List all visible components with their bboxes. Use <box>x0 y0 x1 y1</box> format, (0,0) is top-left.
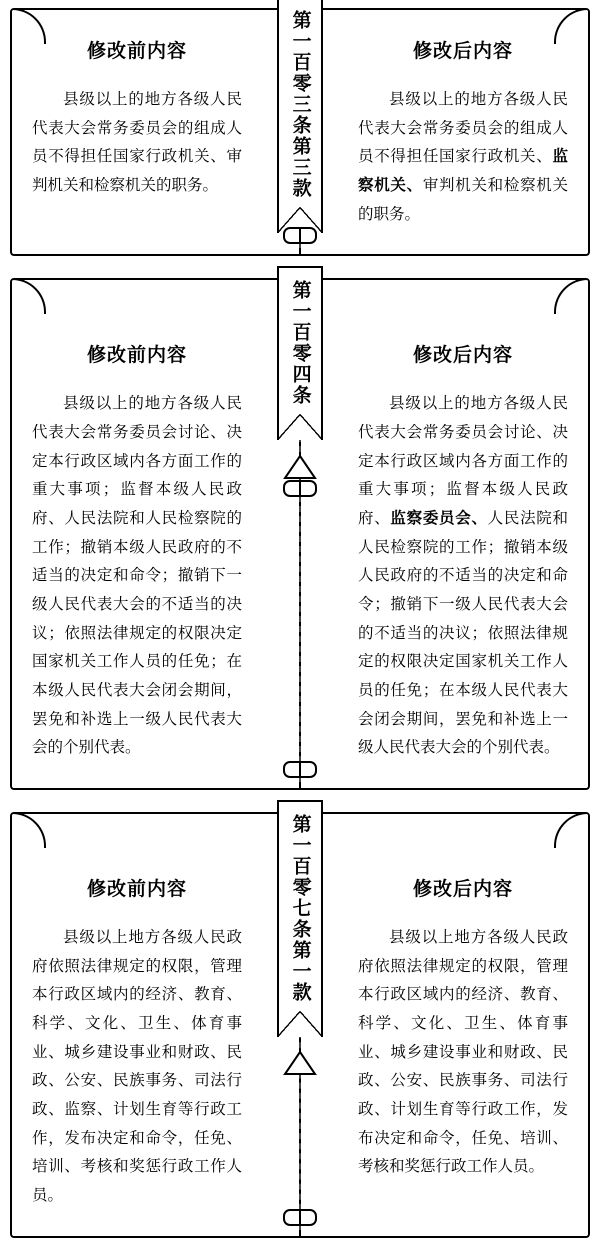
before-column <box>12 814 300 1236</box>
book-panel <box>10 812 590 1238</box>
up-arrow-icon <box>283 454 317 480</box>
article-ribbon-label: 第一百零七条第一款 <box>289 814 312 1004</box>
comparison-block-article-107-1 <box>10 812 590 1238</box>
binder-ring <box>283 480 317 497</box>
before-column-title: 修改前内容 <box>86 878 187 901</box>
after-column-text: 县级以上的地方各级人民代表大会常务委员会讨论、决定本行政区域内各方面工作的重大事项；监督本级人民政府、监察委员会、人民法院和人民检察院的工作；撤销本级人民政府的不适当的决定和命令；撤销下一级人民代表大会的不适当的决议；依照法律规定的权限决定国家机关工作人员的任免；在本级人民代表大会闭会期间，罢免和补选上一级人民代表大会的个别代表。 <box>358 394 568 757</box>
comparison-block-article-103-3 <box>10 8 590 256</box>
before-column-title: 修改前内容 <box>86 40 187 62</box>
before-column <box>12 280 300 788</box>
before-column-text: 县级以上地方各级人民政府依照法律规定的权限，管理本行政区域内的经济、教育、科学、文化、卫生、体育事业、城乡建设事业和财政、民政、公安、民族事务、司法行政、监察、计划生育等行政工作，发布决定和命令，任免、培训、考核和奖惩行政工作人员。 <box>32 928 242 1205</box>
binder-ring <box>283 761 317 778</box>
comparison-page <box>0 8 600 1238</box>
after-column-text: 县级以上地方各级人民政府依照法律规定的权限，管理本行政区域内的经济、教育、科学、文化、卫生、体育事业、城乡建设事业和财政、民政、公安、民族事务、司法行政、计划生育等行政工作，发布决定和命令，任免、培训、考核和奖惩行政工作人员。 <box>358 928 568 1176</box>
after-column <box>300 10 588 254</box>
after-column <box>300 280 588 788</box>
up-arrow-icon <box>283 1050 317 1076</box>
article-ribbon-label: 第一百零三条第三款 <box>289 10 312 199</box>
up-arrow-icon <box>283 198 317 224</box>
before-column-title: 修改前内容 <box>86 344 187 367</box>
before-column-text: 县级以上的地方各级人民代表大会常务委员会的组成人员不得担任国家行政机关、审判机关和检察机关的职务。 <box>32 90 242 195</box>
article-ribbon-label: 第一百零四条 <box>289 280 312 407</box>
after-column-title: 修改后内容 <box>412 878 513 901</box>
after-column <box>300 814 588 1236</box>
binder-ring <box>283 1209 317 1226</box>
book-spine-dashed <box>299 820 301 1230</box>
comparison-block-article-104 <box>10 278 590 790</box>
before-column <box>12 10 300 254</box>
binder-ring <box>283 227 317 244</box>
book-spine-dashed <box>299 286 301 782</box>
after-column-title: 修改后内容 <box>412 344 513 367</box>
book-panel <box>10 278 590 790</box>
after-column-title: 修改后内容 <box>412 40 513 62</box>
before-column-text: 县级以上的地方各级人民代表大会常务委员会讨论、决定本行政区域内各方面工作的重大事项；监督本级人民政府、人民法院和人民检察院的工作；撤销本级人民政府的不适当的决定和命令；撤销下一级人民代表大会的不适当的决议；依照法律规定的权限决定国家机关工作人员的任免；在本级人民代表大会闭会期间，罢免和补选上一级人民代表大会的个别代表。 <box>32 394 242 757</box>
book-panel <box>10 8 590 256</box>
after-column-text: 县级以上的地方各级人民代表大会常务委员会的组成人员不得担任国家行政机关、监察机关、审判机关和检察机关的职务。 <box>358 90 568 223</box>
